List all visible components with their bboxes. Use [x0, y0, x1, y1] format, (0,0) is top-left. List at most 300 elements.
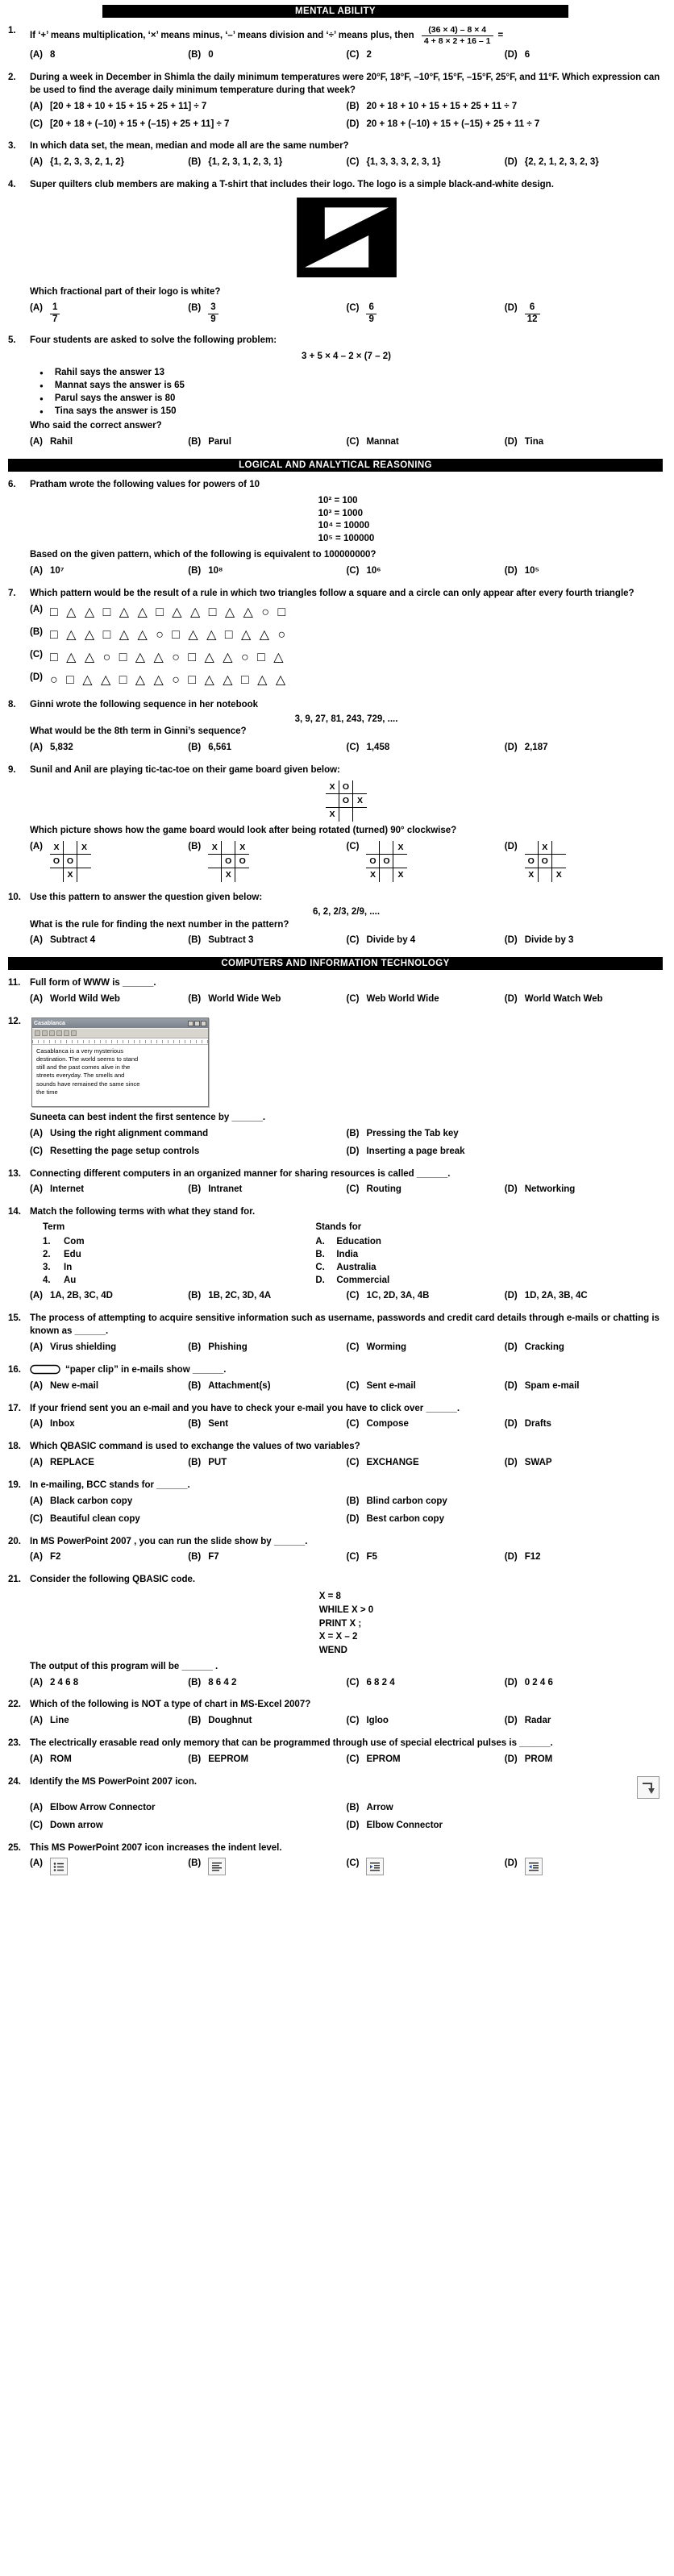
option-content: Compose	[366, 1419, 409, 1429]
logo-wrap	[30, 194, 663, 286]
options	[30, 934, 663, 947]
option-label: (C)	[346, 1716, 360, 1726]
option-content: F5	[366, 1552, 377, 1563]
question-18	[8, 1441, 663, 1470]
question-number: 9.	[8, 765, 16, 776]
option-d	[505, 49, 663, 62]
question-body	[30, 764, 663, 882]
question-text: This MS PowerPoint 2007 icon increases the indent level.	[30, 1842, 282, 1853]
board-cell	[77, 855, 91, 868]
game-board-wrap	[30, 780, 663, 822]
option-content: F2	[49, 1552, 61, 1563]
option-label: (B)	[188, 1419, 202, 1429]
power-line: 10⁵ = 100000	[318, 534, 375, 544]
option-a	[30, 565, 188, 578]
option-label: (A)	[30, 302, 43, 313]
question-body	[30, 25, 663, 62]
options	[30, 565, 663, 578]
question-body	[30, 1479, 663, 1526]
question-text: During a week in December in Shimla the daily minimum temperatures were 20°F, 18°F, –10°F, 15°F, –15°F, 25°F, and 11°F. Which expression can be used to find the average daily minimum temperature during that week?	[30, 73, 660, 95]
option-content: Internet	[49, 1184, 85, 1195]
question-body	[30, 1574, 663, 1689]
option-d	[505, 1551, 663, 1564]
board-cell: O	[380, 855, 393, 868]
board-cell	[525, 841, 539, 855]
table-row	[43, 1249, 315, 1262]
option-content	[208, 302, 218, 326]
question-number: 20.	[8, 1536, 21, 1546]
option-content: Divide by 3	[524, 935, 574, 946]
question-number: 24.	[8, 1776, 21, 1787]
row-number: 1.	[43, 1237, 51, 1247]
option-a	[30, 1677, 188, 1690]
option-content	[366, 302, 376, 326]
board-cell	[380, 841, 393, 855]
option-content: Beautiful clean copy	[49, 1513, 140, 1524]
option-d	[505, 1858, 663, 1875]
toolbar-button-icon	[35, 1030, 40, 1036]
option-d	[347, 119, 664, 131]
question-body	[30, 335, 663, 448]
board-cell	[64, 841, 77, 855]
option-content: 1C, 2D, 3A, 4B	[366, 1291, 430, 1301]
question-number: 2.	[8, 73, 16, 83]
option-label: (D)	[346, 119, 360, 129]
question-text-2: Based on the given pattern, which of the following is equivalent to 100000000?	[30, 550, 377, 560]
option-c	[30, 119, 347, 131]
question-text-2: The output of this program will be ______ .	[30, 1661, 218, 1671]
option-label: (D)	[504, 1552, 518, 1563]
option-b	[188, 1677, 346, 1690]
question-number: 25.	[8, 1842, 21, 1853]
option-content: Down arrow	[49, 1820, 103, 1830]
option-content: Divide by 4	[366, 935, 416, 946]
option-b	[347, 101, 664, 114]
option-a	[30, 1290, 188, 1303]
option-label: (D)	[504, 1291, 518, 1301]
option-content: Radar	[524, 1716, 551, 1726]
window-title-bar	[32, 1018, 208, 1028]
row-letter: B.	[315, 1249, 325, 1259]
question-body	[30, 1441, 663, 1470]
paper-clip-icon	[30, 1364, 60, 1375]
option-content: {1, 2, 3, 3, 2, 1, 2}	[49, 157, 125, 168]
option-d	[505, 436, 663, 449]
option-label: (C)	[346, 841, 360, 851]
option-label: (C)	[30, 1820, 43, 1830]
option-content: {1, 3, 3, 3, 2, 3, 1}	[366, 157, 441, 168]
question-9	[8, 764, 663, 882]
number-sequence: 3, 9, 27, 81, 243, 729, ....	[294, 714, 398, 724]
option-label: (B)	[188, 1291, 202, 1301]
option-c	[347, 49, 505, 62]
option-b	[188, 1290, 346, 1303]
question-7	[8, 588, 663, 689]
question-text-2: What would be the 8th term in Ginni’s sequence?	[30, 726, 247, 737]
option-content: REPLACE	[49, 1458, 94, 1468]
question-text	[30, 1364, 663, 1377]
option-label: (D)	[504, 1342, 518, 1353]
option-d	[505, 1677, 663, 1690]
close-icon	[201, 1021, 206, 1026]
toolbar-button-icon	[71, 1030, 77, 1036]
board-cell: O	[235, 855, 249, 868]
question-number: 1.	[8, 26, 16, 35]
option-content: 0	[208, 50, 214, 60]
option-b	[347, 1802, 664, 1815]
question-number: 23.	[8, 1738, 21, 1749]
tic-tac-toe-board	[208, 841, 249, 882]
option-c	[347, 1290, 505, 1303]
option-c	[347, 1677, 505, 1690]
option-b	[188, 156, 346, 169]
option-label: (B)	[188, 565, 202, 576]
option-content: Drafts	[524, 1419, 551, 1429]
option-label: (B)	[346, 1802, 360, 1812]
option-d	[347, 1820, 664, 1833]
option-b	[188, 934, 346, 947]
tic-tac-toe-board	[366, 841, 407, 882]
option-label: (A)	[30, 436, 43, 447]
question-text-2: Who said the correct answer?	[30, 421, 162, 431]
list-item: ● Tina says the answer is 150	[40, 406, 663, 418]
code-line: WHILE X > 0	[318, 1604, 374, 1615]
question-text-span: If ‘+’ means multiplication, ‘×’ means minus, ‘–’ means division and ‘÷’ means plus, then	[30, 31, 414, 41]
question-body	[30, 1313, 663, 1355]
option-label: (A)	[30, 1552, 43, 1563]
board-cell: O	[339, 780, 353, 794]
section-header-computers: COMPUTERS AND INFORMATION TECHNOLOGY	[8, 957, 663, 970]
option-label: (A)	[30, 1677, 43, 1688]
powers-block-wrap	[30, 495, 663, 546]
option-a	[30, 1342, 188, 1355]
options	[30, 1380, 663, 1393]
option-content: Routing	[366, 1184, 401, 1195]
option-c	[347, 1754, 505, 1767]
option-content: 10⁵	[524, 565, 539, 576]
option-c	[347, 1858, 505, 1875]
board-cell	[366, 841, 380, 855]
question-16	[8, 1364, 663, 1393]
option-a	[30, 1380, 188, 1393]
option-b	[188, 1380, 346, 1393]
option-content: F12	[524, 1552, 541, 1563]
board-cell	[393, 855, 407, 868]
code-block-wrap	[30, 1590, 663, 1658]
option-content: New e-mail	[49, 1380, 99, 1391]
option-content: 20 + 18 + 10 + 15 + 15 + 25 + 11 ÷ 7	[366, 101, 518, 111]
option-content: Inbox	[49, 1419, 75, 1429]
option-label: (B)	[188, 50, 202, 60]
question-3	[8, 140, 663, 169]
question-text: Which of the following is NOT a type of chart in MS-Excel 2007?	[30, 1700, 311, 1710]
board-cell: X	[397, 870, 404, 880]
option-content	[50, 841, 91, 882]
board-cell: X	[525, 868, 539, 882]
toolbar-button-icon	[64, 1030, 69, 1036]
option-c	[347, 1551, 505, 1564]
board-cell: O	[50, 855, 64, 868]
options	[30, 1342, 663, 1355]
stands-for: India	[336, 1249, 359, 1259]
option-a	[30, 302, 188, 326]
option-b	[188, 302, 346, 326]
option-content	[525, 841, 566, 882]
table-row	[315, 1249, 389, 1262]
option-c	[347, 1715, 505, 1728]
bullet-list-icon	[50, 1858, 68, 1875]
option-label: (B)	[188, 1754, 202, 1765]
option-a	[30, 156, 188, 169]
list-item: ● Rahil says the answer 13	[40, 367, 663, 380]
question-text-2: Which picture shows how the game board would look after being rotated (turned) 90° clockwise?	[30, 825, 457, 835]
option-label: (A)	[30, 1458, 43, 1468]
option-label: (D)	[504, 1754, 518, 1765]
options	[30, 1677, 663, 1690]
option-label: (B)	[188, 841, 202, 851]
option-c	[30, 1513, 347, 1526]
board-cell	[208, 855, 222, 868]
option-label: (D)	[504, 841, 518, 851]
option-content	[525, 302, 540, 326]
option-content: {2, 2, 1, 2, 3, 2, 3}	[524, 157, 599, 168]
option-label: (B)	[346, 1496, 360, 1506]
option-label: (B)	[188, 1184, 202, 1195]
table-row	[43, 1275, 315, 1288]
option-label: (C)	[346, 1552, 360, 1563]
option-a	[30, 841, 188, 882]
option-label: (A)	[30, 743, 43, 753]
question-text: Pratham wrote the following values for powers of 10	[30, 479, 260, 489]
option-b	[188, 1754, 346, 1767]
board-cell	[353, 780, 367, 794]
option-content: 20 + 18 + (–10) + 15 + (–15) + 25 + 11 ÷ 7	[366, 119, 540, 129]
board-cell: O	[539, 855, 552, 868]
option-content: Parul	[208, 436, 231, 447]
board-cell: X	[555, 870, 562, 880]
option-content: [20 + 18 + (–10) + 15 + (–15) + 25 + 11] ÷ 7	[49, 119, 230, 129]
question-body	[30, 977, 663, 1006]
question-body	[30, 140, 663, 169]
stands-for-column	[315, 1221, 389, 1287]
option-content: Best carbon copy	[366, 1513, 444, 1524]
option-label: (A)	[30, 1858, 43, 1869]
option-label: (D)	[504, 302, 518, 313]
board-cell: O	[525, 855, 539, 868]
option-content: 1D, 2A, 3B, 4C	[524, 1291, 588, 1301]
code-line: X = 8	[318, 1592, 341, 1602]
option-label: (A)	[30, 1291, 43, 1301]
option-content: Sent e-mail	[366, 1380, 416, 1391]
code-line: WEND	[318, 1645, 347, 1655]
option-b	[188, 1715, 346, 1728]
option-a	[30, 604, 663, 622]
question-12	[8, 1016, 663, 1159]
option-label: (A)	[30, 1754, 43, 1765]
toolbar-button-icon	[49, 1030, 55, 1036]
option-label: (B)	[188, 157, 202, 168]
question-number: 21.	[8, 1575, 21, 1585]
option-c	[347, 1418, 505, 1431]
option-content: Web World Wide	[366, 994, 439, 1005]
option-label: (B)	[188, 743, 202, 753]
fraction-numerator: (36 × 4) – 8 × 4	[422, 25, 493, 36]
list-item: ● Parul says the answer is 80	[40, 393, 663, 406]
option-label: (A)	[30, 1128, 43, 1138]
board-cell	[50, 868, 64, 882]
option-content: □ △ △ ○ □ △ △ ○ □ △ △ ○ □ △	[49, 650, 286, 664]
power-line: 10⁴ = 10000	[318, 521, 370, 531]
option-b	[188, 1342, 346, 1355]
board-cell	[339, 808, 353, 822]
stands-for: Education	[336, 1237, 381, 1247]
option-label: (C)	[346, 157, 360, 168]
options	[30, 1858, 663, 1875]
option-d	[30, 672, 663, 689]
question-body	[30, 1536, 663, 1565]
option-a	[30, 934, 188, 947]
option-label: (A)	[30, 157, 43, 168]
quilt-logo-image	[297, 198, 397, 277]
wordpad-window-image	[31, 1017, 209, 1107]
option-content: EEPROM	[208, 1754, 249, 1765]
option-content: EPROM	[366, 1754, 401, 1765]
board-cell: X	[366, 868, 380, 882]
power-line: 10³ = 1000	[318, 508, 363, 518]
option-content: Networking	[524, 1184, 576, 1195]
option-content: Phishing	[208, 1342, 248, 1353]
option-c	[347, 1342, 505, 1355]
minimize-icon	[188, 1021, 193, 1026]
option-label: (D)	[504, 1419, 518, 1429]
question-14	[8, 1206, 663, 1303]
question-2	[8, 72, 663, 131]
student-answers-list	[40, 367, 663, 418]
board-cell	[77, 868, 91, 882]
question-number: 7.	[8, 588, 16, 598]
option-label: (D)	[504, 50, 518, 60]
option-c	[347, 565, 505, 578]
option-label: (C)	[30, 649, 43, 660]
option-content: 10⁶	[366, 565, 381, 576]
board-cell	[208, 868, 222, 882]
options	[30, 156, 663, 169]
board-cell	[326, 794, 339, 808]
question-text: Full form of WWW is ______.	[30, 978, 156, 988]
option-label: (C)	[346, 1380, 360, 1391]
question-body	[30, 588, 663, 689]
options	[30, 1184, 663, 1196]
option-d	[505, 156, 663, 169]
option-content	[50, 302, 60, 326]
option-label: (A)	[30, 101, 43, 111]
option-label: (C)	[346, 994, 360, 1005]
question-body	[30, 1842, 663, 1876]
option-c	[347, 302, 505, 326]
option-content: World Watch Web	[524, 994, 603, 1005]
option-label: (A)	[30, 50, 43, 60]
question-number: 19.	[8, 1480, 21, 1491]
option-content: Spam e-mail	[524, 1380, 580, 1391]
option-content: 10⁷	[49, 565, 64, 576]
option-content: SWAP	[524, 1458, 552, 1468]
question-body	[30, 1168, 663, 1197]
question-text: Use this pattern to answer the question given below:	[30, 892, 263, 902]
option-label: (B)	[188, 1342, 202, 1353]
option-c	[347, 1380, 505, 1393]
power-line: 10² = 100	[318, 495, 358, 506]
increase-indent-icon	[366, 1858, 384, 1875]
question-17	[8, 1403, 663, 1432]
question-body	[30, 179, 663, 325]
table-row	[315, 1262, 389, 1275]
row-number: 4.	[43, 1275, 51, 1285]
option-c	[347, 156, 505, 169]
question-20	[8, 1536, 663, 1565]
list-item: ● Mannat says the answer is 65	[40, 380, 663, 393]
question-body	[30, 1776, 663, 1833]
option-c	[347, 742, 505, 755]
options	[30, 1715, 663, 1728]
option-label: (C)	[346, 1677, 360, 1688]
option-label: (B)	[188, 935, 202, 946]
question-body	[30, 479, 663, 578]
option-content: □ △ △ □ △ △ ○ □ △ △ □ △ △ ○	[49, 627, 289, 642]
option-content	[208, 841, 249, 882]
option-content: Rahil	[49, 436, 73, 447]
question-number: 17.	[8, 1403, 21, 1413]
row-number: 3.	[43, 1262, 51, 1272]
row-letter: D.	[315, 1275, 325, 1285]
option-label: (C)	[346, 1858, 360, 1869]
option-c	[347, 1184, 505, 1196]
option-label: (D)	[504, 743, 518, 753]
option-content: Pressing the Tab key	[366, 1128, 459, 1138]
question-text: Sunil and Anil are playing tic-tac-toe on their game board given below:	[30, 765, 340, 776]
stands-for: Australia	[336, 1262, 377, 1272]
board-cell: O	[222, 855, 235, 868]
option-a	[30, 1715, 188, 1728]
question-number: 16.	[8, 1364, 21, 1375]
option-a	[30, 993, 188, 1006]
option-content: Subtract 4	[49, 935, 96, 946]
option-a	[30, 1496, 347, 1509]
board-cell: X	[326, 780, 339, 794]
option-d	[347, 1146, 664, 1159]
board-cell: X	[64, 868, 77, 882]
option-a	[30, 436, 188, 449]
option-label: (D)	[504, 935, 518, 946]
question-13	[8, 1168, 663, 1197]
board-cell	[380, 868, 393, 882]
table-row	[43, 1262, 315, 1275]
row-letter: C.	[315, 1262, 325, 1272]
option-label: (A)	[30, 1716, 43, 1726]
question-8	[8, 699, 663, 755]
question-number: 15.	[8, 1313, 21, 1324]
option-content: 2,187	[524, 743, 548, 753]
option-b	[188, 565, 346, 578]
option-label: (A)	[30, 1496, 43, 1506]
question-body	[30, 1206, 663, 1303]
option-label: (C)	[346, 565, 360, 576]
question-number: 22.	[8, 1700, 21, 1710]
option-content: 8	[49, 50, 56, 60]
question-number: 11.	[8, 978, 21, 988]
option-label: (D)	[346, 1820, 360, 1830]
option-b	[188, 436, 346, 449]
question-19	[8, 1479, 663, 1526]
